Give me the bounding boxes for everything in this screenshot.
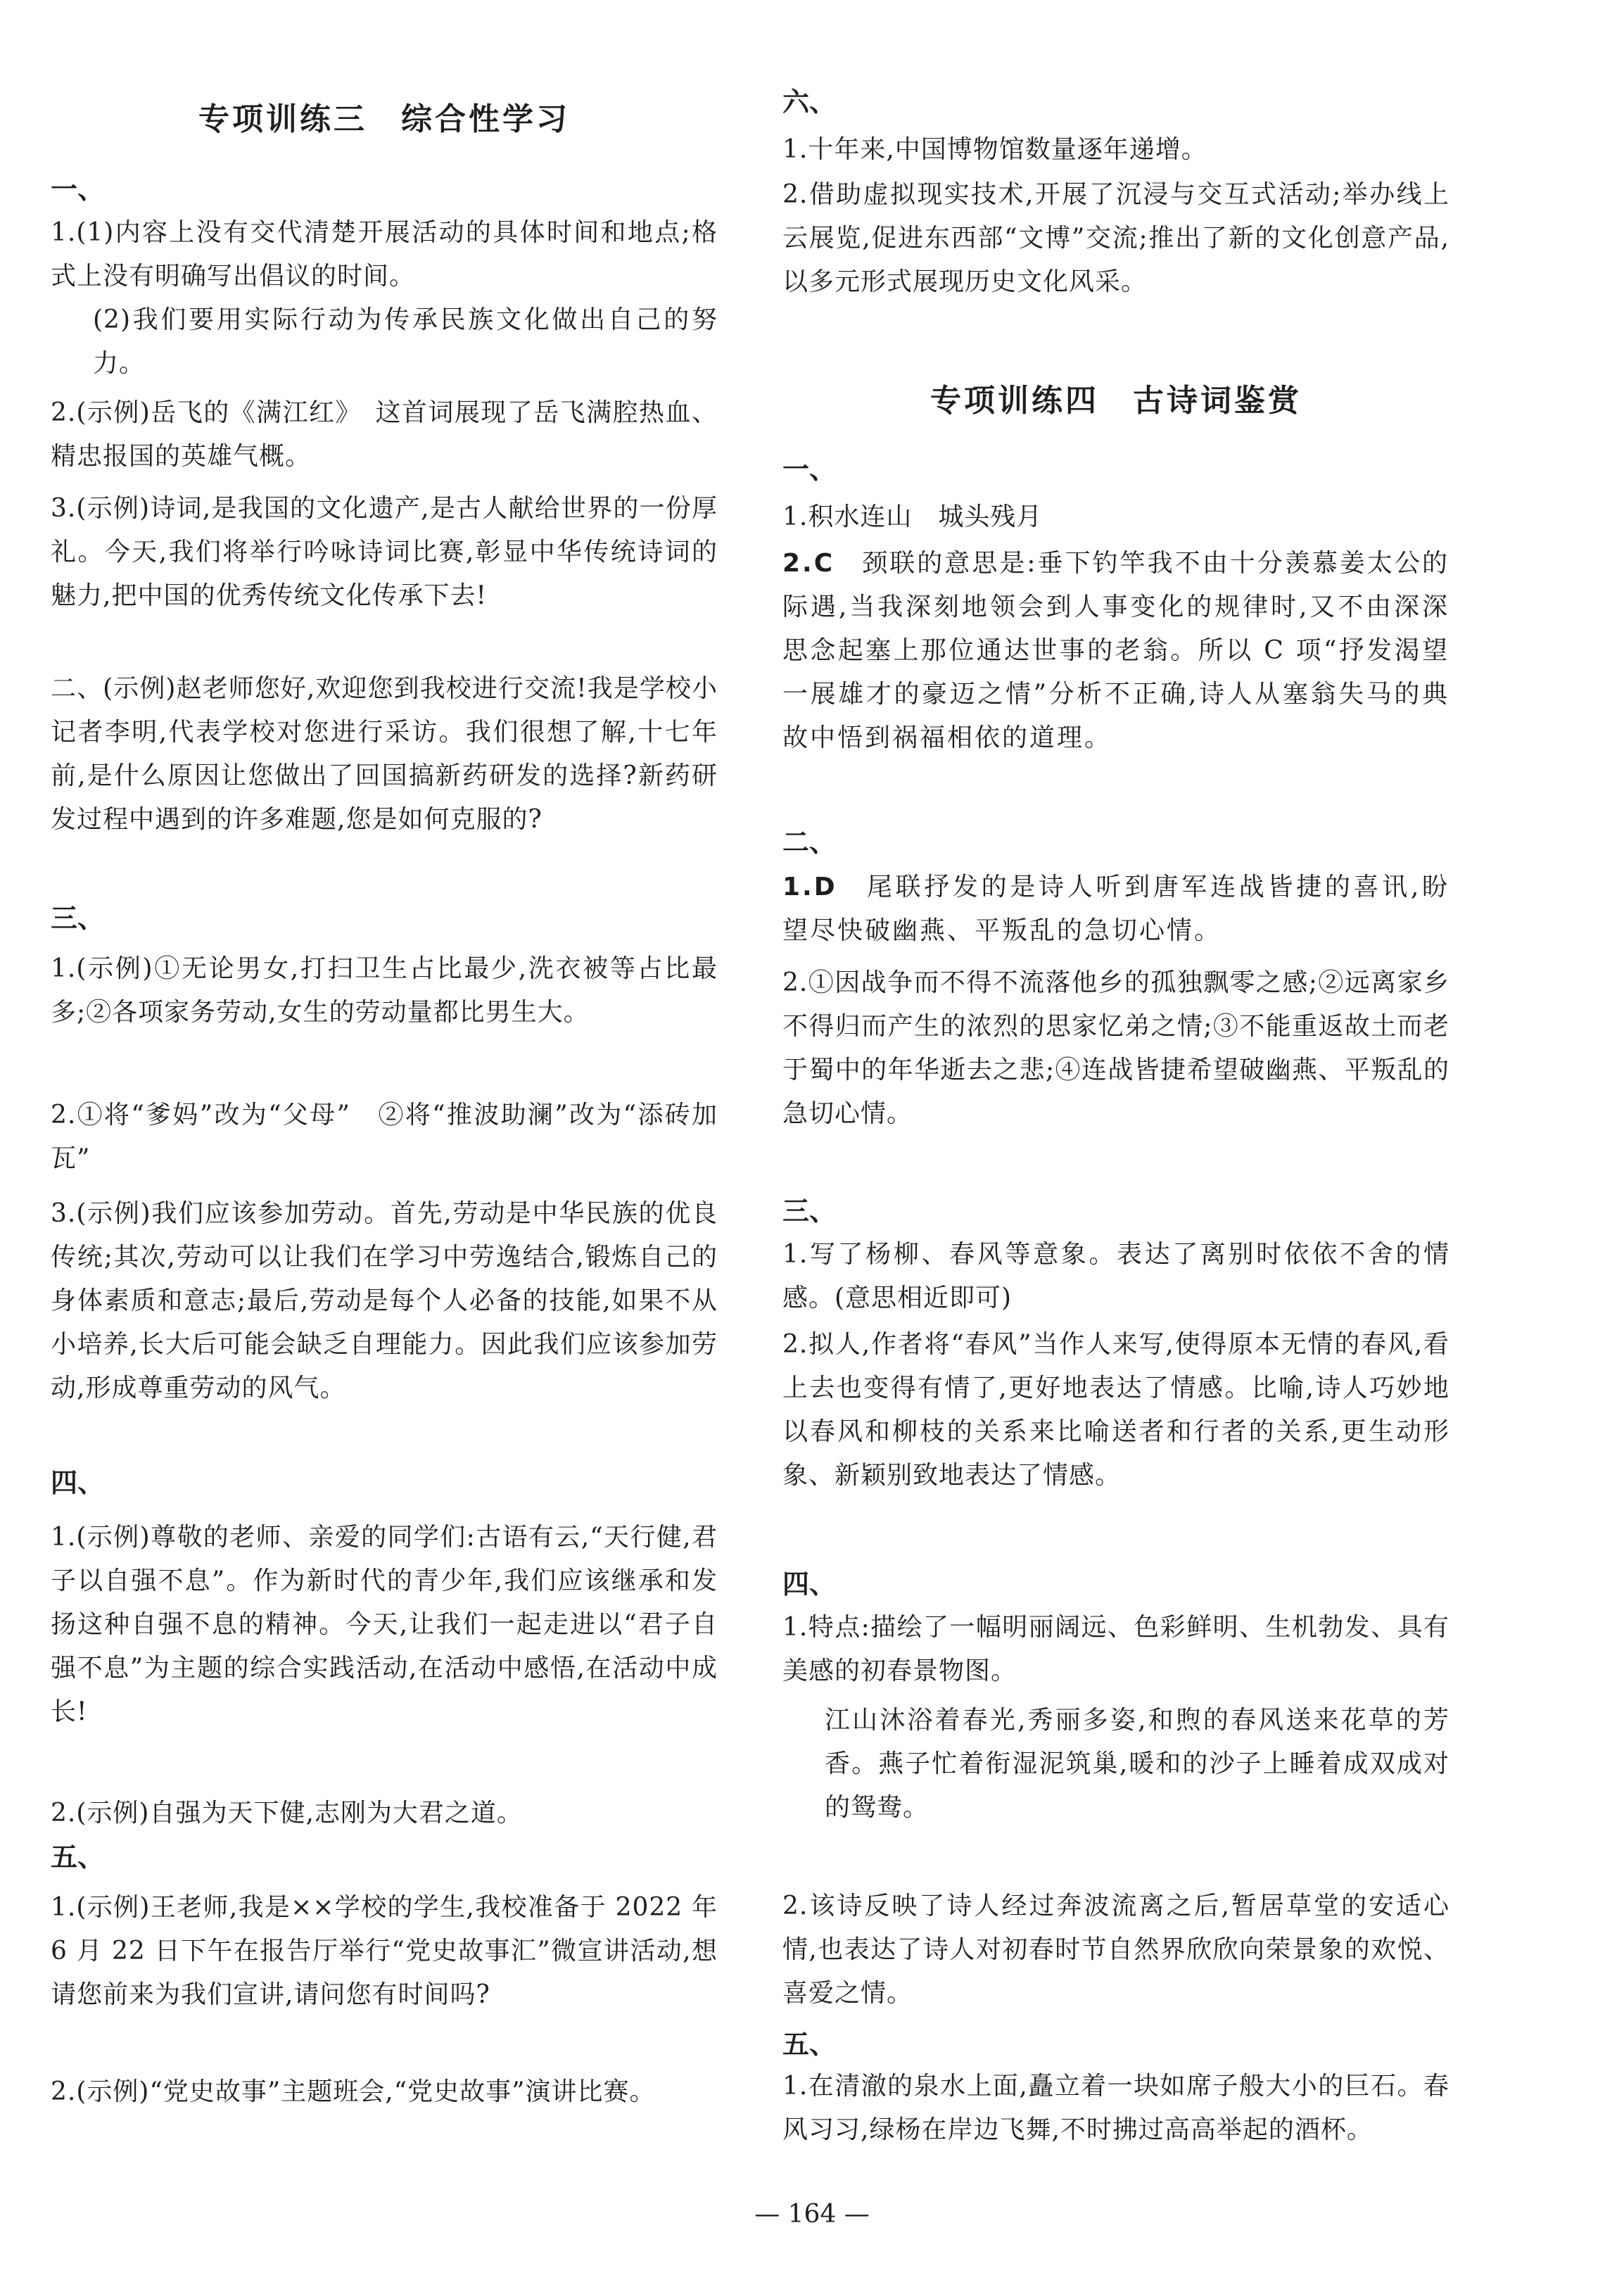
answer-5-1: 1.(示例)王老师,我是××学校的学生,我校准备于 2022 年 6 月 22 日下午在报告厅举行“党史故事汇”微宣讲活动,想请您前来为我们宣讲,请问您有时间吗?	[51, 1893, 727, 2009]
answer-t5-1: 1.在清澈的泉水上面,矗立着一块如席子般大小的巨石。春风习习,绿杨在岸边飞舞,不时拂过高高举起的酒杯。	[782, 2072, 1449, 2144]
answer-t4-2: 2.该诗反映了诗人经过奔波流离之后,暂居草堂的安适心情,也表达了诗人对初春时节自然界欣欣向荣景象的欢悦、喜爱之情。	[782, 1892, 1449, 2008]
section-title-3: 专项训练三 综合性学习	[198, 101, 570, 137]
answer-t2-2: 2.①因战争而不得不流落他乡的孤独飘零之感;②远离家乡不得归而产生的浓烈的思家忆弟之情;③不能重返故土而老于蜀中的年华逝去之悲;④连战皆捷希望破幽燕、平叛乱的急切心情。	[782, 968, 1449, 1128]
answer-t2-1-text: 尾联抒发的是诗人听到唐军连战皆捷的喜讯,盼望尽快破幽燕、平叛乱的急切心情。	[782, 873, 1449, 945]
answer-t2-1-label: 1.D	[782, 873, 837, 901]
answer-1-3: 3.(示例)诗词,是我国的文化遗产,是古人献给世界的一份厚礼。今天,我们将举行吟咏诗词比赛,彰显中华传统诗词的魅力,把中国的优秀传统文化传承下去!	[51, 494, 718, 610]
heading-3: 三、	[51, 903, 105, 934]
section-title-4: 专项训练四 古诗词鉴赏	[930, 383, 1302, 419]
answer-t4-1a: 1.特点:描绘了一幅明丽阔远、色彩鲜明、生机勃发、具有美感的初春景物图。	[782, 1613, 1449, 1685]
heading-t1: 一、	[782, 454, 837, 485]
answer-t3-1: 1.写了杨柳、春风等意象。表达了离别时依依不舍的情感。(意思相近即可)	[782, 1240, 1449, 1312]
answer-t2-1	[782, 866, 1449, 953]
answer-2: 二、(示例)赵老师您好,欢迎您到我校进行交流!我是学校小记者李明,代表学校对您进行采访。我们很想了解,十七年前,是什么原因让您做出了回国搞新药研发的选择?新药研发过程中遇到的许多难题,您是如何克服的?	[51, 674, 718, 834]
heading-t2: 二、	[782, 827, 837, 858]
answer-t1-1: 1.积水连山 城头残月	[782, 502, 1043, 531]
answer-t1-2-text: 颈联的意思是:垂下钓竿我不由十分羡慕姜太公的际遇,当我深刻地领会到人事变化的规律时,又不由深深思念起塞上那位通达世事的老翁。所以 C 项“抒发渴望一展雄才的豪迈之情”分析不正确,诗人从塞翁失马的典故中悟到祸福相依的道理。	[782, 549, 1449, 752]
answer-6-2: 2.借助虚拟现实技术,开展了沉浸与交互式活动;举办线上云展览,促进东西部“文博”交流;推出了新的文化创意产品,以多元形式展现历史文化风采。	[782, 180, 1449, 296]
answer-4-1: 1.(示例)尊敬的老师、亲爱的同学们:古语有云,“天行健,君子以自强不息”。作为新时代的青少年,我们应该继承和发扬这种自强不息的精神。今天,让我们一起走进以“君子自强不息”为主题的综合实践活动,在活动中感悟,在活动中成长!	[51, 1523, 718, 1726]
answer-1-1a: 1.(1)内容上没有交代清楚开展活动的具体时间和地点;格式上没有明确写出倡议的时间。	[51, 218, 718, 291]
answer-5-2: 2.(示例)“党史故事”主题班会,“党史故事”演讲比赛。	[51, 2077, 656, 2106]
answer-6-1: 1.十年来,中国博物馆数量逐年递增。	[782, 135, 1207, 164]
answer-t3-2: 2.拟人,作者将“春风”当作人来写,使得原本无情的春风,看上去也变得有情了,更好地表达了情感。比喻,诗人巧妙地以春风和柳枝的关系来比喻送者和行者的关系,更生动形象、新颖别致地表达了情感。	[782, 1330, 1449, 1490]
answer-t4-1b: 江山沐浴着春光,秀丽多姿,和煦的春风送来花草的芳香。燕子忙着衔湿泥筑巢,暖和的沙子上睡着成双成对的鸳鸯。	[825, 1706, 1449, 1822]
answer-1-2: 2.(示例)岳飞的《满江红》 这首词展现了岳飞满腔热血、精忠报国的英雄气概。	[51, 398, 718, 471]
heading-1: 一、	[51, 174, 105, 205]
answer-t1-2	[782, 542, 1449, 760]
answer-3-1: 1.(示例)①无论男女,打扫卫生占比最少,洗衣被等占比最多;②各项家务劳动,女生的劳动量都比男生大。	[51, 954, 718, 1027]
heading-5: 五、	[51, 1842, 105, 1873]
heading-t5: 五、	[782, 2029, 837, 2060]
answer-1-1b: (2)我们要用实际行动为传承民族文化做出自己的努力。	[93, 305, 718, 378]
answer-t1-2-label: 2.C	[782, 549, 835, 578]
heading-t3: 三、	[782, 1196, 837, 1227]
heading-6: 六、	[782, 87, 837, 118]
answer-4-2: 2.(示例)自强为天下健,志刚为大君之道。	[51, 1799, 523, 1828]
answer-3-2: 2.①将“爹妈”改为“父母” ②将“推波助澜”改为“添砖加瓦”	[51, 1101, 718, 1173]
page-number: — 164 —	[754, 2200, 870, 2229]
answer-3-3: 3.(示例)我们应该参加劳动。首先,劳动是中华民族的优良传统;其次,劳动可以让我们在学习中劳逸结合,锻炼自己的身体素质和意志;最后,劳动是每个人必备的技能,如果不从小培养,长大后可能会缺乏自理能力。因此我们应该参加劳动,形成尊重劳动的风气。	[51, 1199, 718, 1403]
heading-4: 四、	[51, 1467, 105, 1498]
heading-t4: 四、	[782, 1569, 837, 1600]
